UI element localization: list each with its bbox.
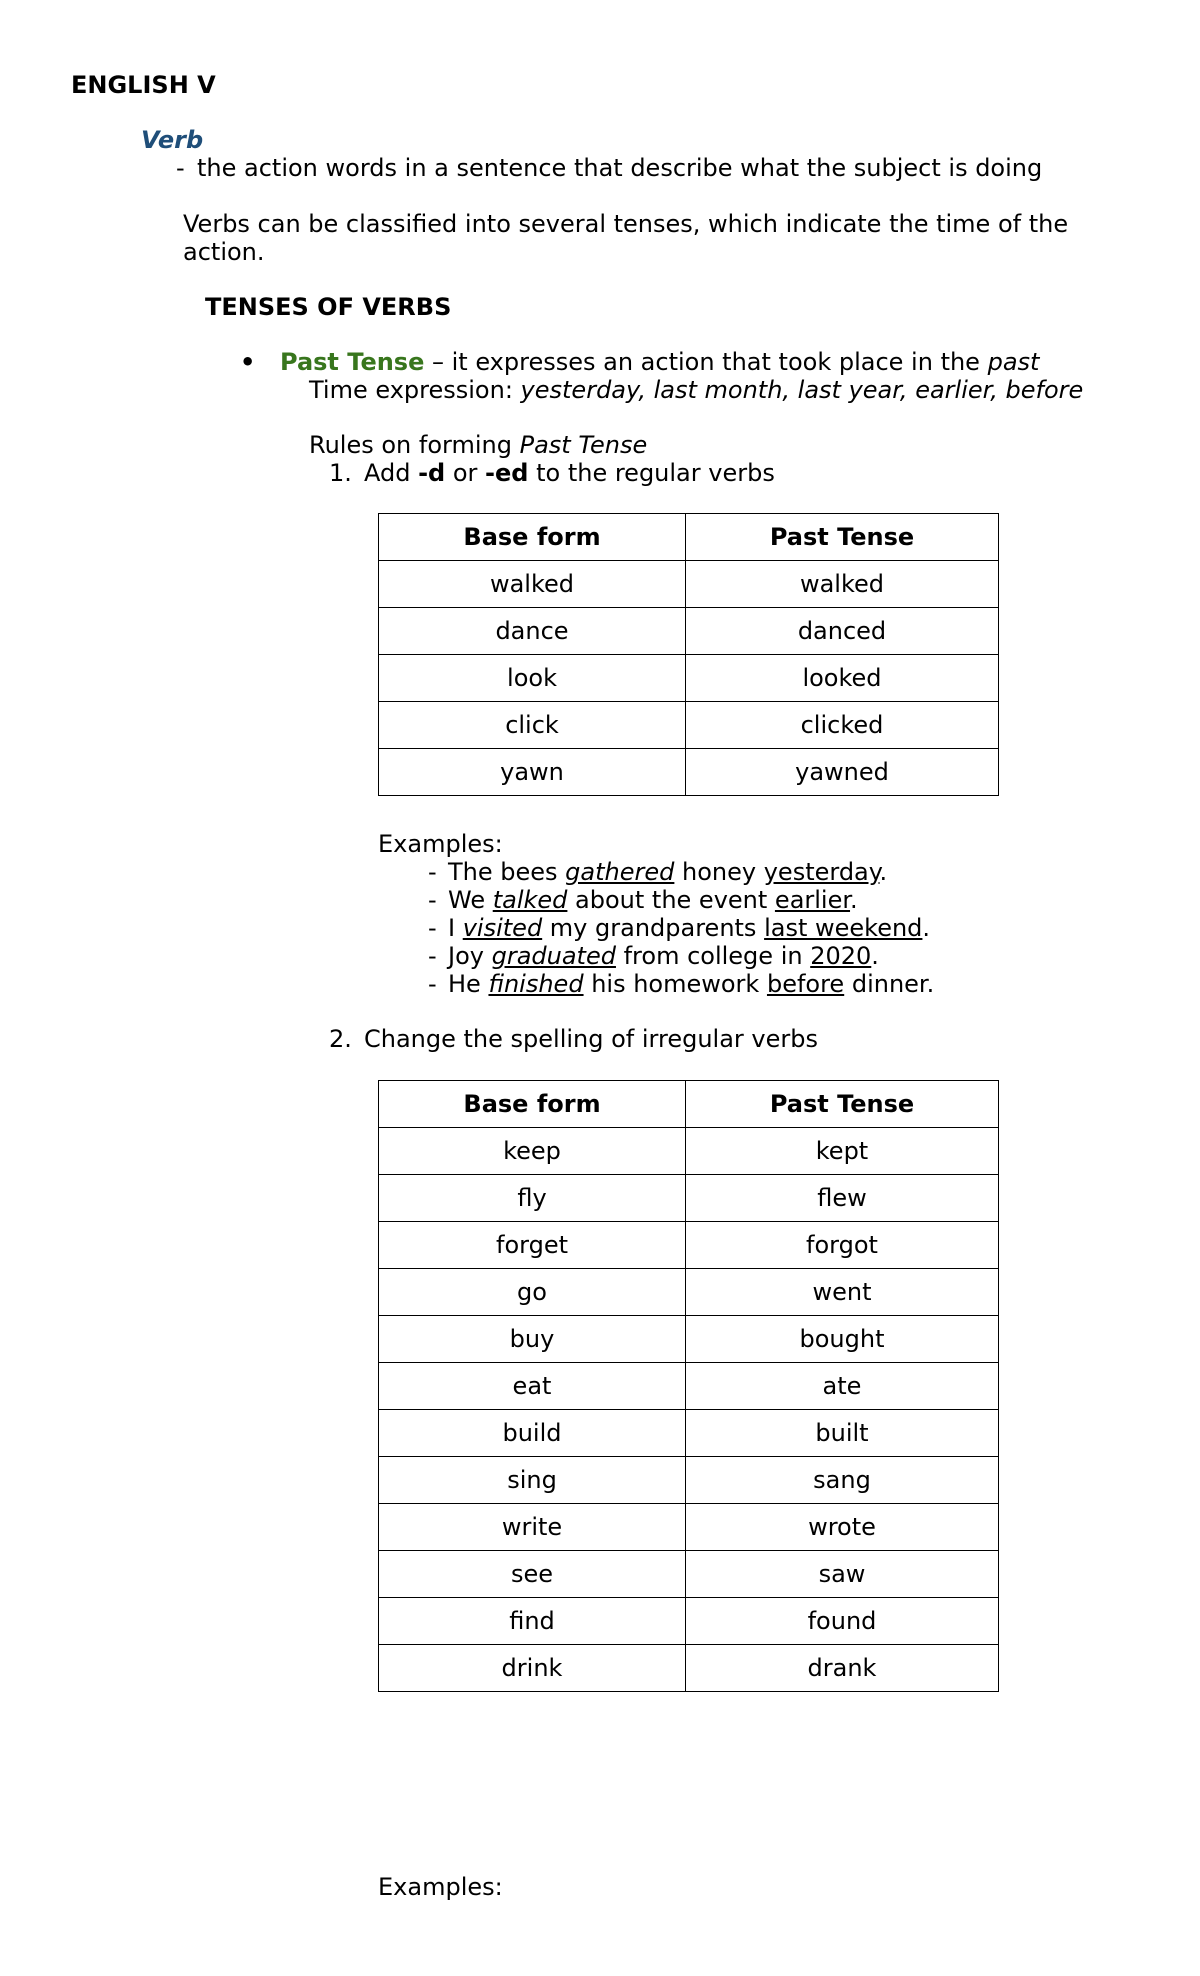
example-sentence: [448, 970, 934, 998]
examples2-label: Examples:: [378, 1873, 503, 1901]
base-cell: yawn: [379, 749, 686, 796]
example-sentence: [448, 886, 858, 914]
example-post: .: [879, 858, 888, 886]
rule2-number: 2.: [329, 1025, 352, 1053]
header-base-form: Base form: [379, 514, 686, 561]
example-post: .: [922, 914, 931, 942]
base-cell: sing: [379, 1457, 686, 1504]
past-cell: walked: [686, 561, 999, 608]
header-base-form: Base form: [379, 1081, 686, 1128]
example-mid: my grandparents: [542, 914, 765, 942]
irregular-verbs-table: [378, 1080, 999, 1692]
examples1-label: Examples:: [378, 830, 503, 858]
example-time: yesterday: [763, 858, 880, 886]
tenses-heading: TENSES OF VERBS: [205, 293, 452, 321]
verb-term: Verb: [141, 126, 204, 154]
past-cell: went: [686, 1269, 999, 1316]
base-cell: drink: [379, 1645, 686, 1692]
header-past-tense: Past Tense: [686, 1081, 999, 1128]
past-cell: danced: [686, 608, 999, 655]
past-cell: found: [686, 1598, 999, 1645]
table-header-row: [379, 514, 999, 561]
past-cell: wrote: [686, 1504, 999, 1551]
base-cell: fly: [379, 1175, 686, 1222]
rule1-b1: -d: [418, 459, 446, 487]
base-cell: eat: [379, 1363, 686, 1410]
past-cell: bought: [686, 1316, 999, 1363]
example-pre: Joy: [448, 942, 492, 970]
example-pre: He: [448, 970, 489, 998]
base-cell: find: [379, 1598, 686, 1645]
table-row: [379, 1410, 999, 1457]
rule1-number: 1.: [329, 459, 352, 487]
base-cell: walked: [379, 561, 686, 608]
example-dash: -: [428, 886, 437, 914]
table-row: [379, 749, 999, 796]
base-cell: forget: [379, 1222, 686, 1269]
rule1-t3: to the regular verbs: [528, 459, 775, 487]
past-cell: built: [686, 1410, 999, 1457]
table-row: [379, 1551, 999, 1598]
example-mid: from college in: [615, 942, 811, 970]
example-time: 2020: [810, 942, 872, 970]
example-pre: I: [448, 914, 463, 942]
time-expression-label: Time expression:: [309, 376, 521, 404]
past-cell: clicked: [686, 702, 999, 749]
example-verb: finished: [488, 970, 584, 998]
example-dash: -: [428, 858, 437, 886]
base-cell: see: [379, 1551, 686, 1598]
example-sentence: [448, 914, 930, 942]
example-verb: talked: [492, 886, 568, 914]
time-expression-values: yesterday, last month, last year, earlier, before: [520, 376, 1084, 404]
example-dash: -: [428, 970, 437, 998]
rule1-text: [364, 459, 775, 487]
past-tense-desc: – it expresses an action that took place in the: [424, 348, 988, 376]
time-expression-line: [309, 376, 1083, 404]
table-row: [379, 1457, 999, 1504]
table-row: [379, 1645, 999, 1692]
past-cell: kept: [686, 1128, 999, 1175]
example-time: earlier: [774, 886, 851, 914]
rules-label: Rules on forming: [309, 431, 520, 459]
table-row: [379, 1222, 999, 1269]
verb-intro-line1: Verbs can be classified into several tenses, which indicate the time of the: [183, 210, 1069, 238]
table-row: [379, 1504, 999, 1551]
example-mid: honey: [674, 858, 764, 886]
rule1-t1: Add: [364, 459, 419, 487]
base-cell: buy: [379, 1316, 686, 1363]
base-cell: keep: [379, 1128, 686, 1175]
rule2-text: Change the spelling of irregular verbs: [364, 1025, 818, 1053]
past-cell: flew: [686, 1175, 999, 1222]
past-tense-label: Past Tense: [280, 348, 425, 376]
base-cell: dance: [379, 608, 686, 655]
rules-em: Past Tense: [519, 431, 648, 459]
example-post: .: [850, 886, 858, 914]
example-verb: gathered: [565, 858, 675, 886]
example-dash: -: [428, 914, 437, 942]
verb-definition: the action words in a sentence that describe what the subject is doing: [197, 154, 1043, 182]
example-dash: -: [428, 942, 437, 970]
example-time: last weekend: [764, 914, 923, 942]
bullet: •: [240, 348, 256, 376]
past-tense-desc-em: past: [987, 348, 1040, 376]
base-cell: write: [379, 1504, 686, 1551]
past-cell: forgot: [686, 1222, 999, 1269]
definition-dash: -: [176, 154, 185, 182]
past-cell: sang: [686, 1457, 999, 1504]
table-row: [379, 1128, 999, 1175]
base-cell: go: [379, 1269, 686, 1316]
example-time: before: [766, 970, 845, 998]
base-cell: build: [379, 1410, 686, 1457]
table-header-row: [379, 1081, 999, 1128]
table-row: [379, 702, 999, 749]
table-row: [379, 1363, 999, 1410]
example-post: .: [871, 942, 879, 970]
past-cell: saw: [686, 1551, 999, 1598]
table-row: [379, 608, 999, 655]
verb-intro-line2: action.: [183, 238, 265, 266]
table-row: [379, 1269, 999, 1316]
example-pre: The bees: [448, 858, 566, 886]
past-cell: looked: [686, 655, 999, 702]
rule1-t2: or: [445, 459, 486, 487]
past-cell: drank: [686, 1645, 999, 1692]
example-sentence: [448, 858, 887, 886]
document-title: ENGLISH V: [71, 71, 216, 99]
base-cell: click: [379, 702, 686, 749]
base-cell: look: [379, 655, 686, 702]
rule1-b2: -ed: [485, 459, 529, 487]
table-row: [379, 1598, 999, 1645]
past-cell: yawned: [686, 749, 999, 796]
example-mid: about the event: [567, 886, 775, 914]
example-sentence: [448, 942, 879, 970]
table-row: [379, 655, 999, 702]
rules-line: [309, 431, 647, 459]
header-past-tense: Past Tense: [686, 514, 999, 561]
table-row: [379, 561, 999, 608]
past-cell: ate: [686, 1363, 999, 1410]
example-mid: his homework: [583, 970, 767, 998]
example-verb: visited: [462, 914, 543, 942]
example-post: dinner.: [844, 970, 935, 998]
table-row: [379, 1175, 999, 1222]
example-pre: We: [448, 886, 493, 914]
example-verb: graduated: [491, 942, 616, 970]
table-row: [379, 1316, 999, 1363]
regular-verbs-table: [378, 513, 999, 796]
past-tense-line: [280, 348, 1039, 376]
